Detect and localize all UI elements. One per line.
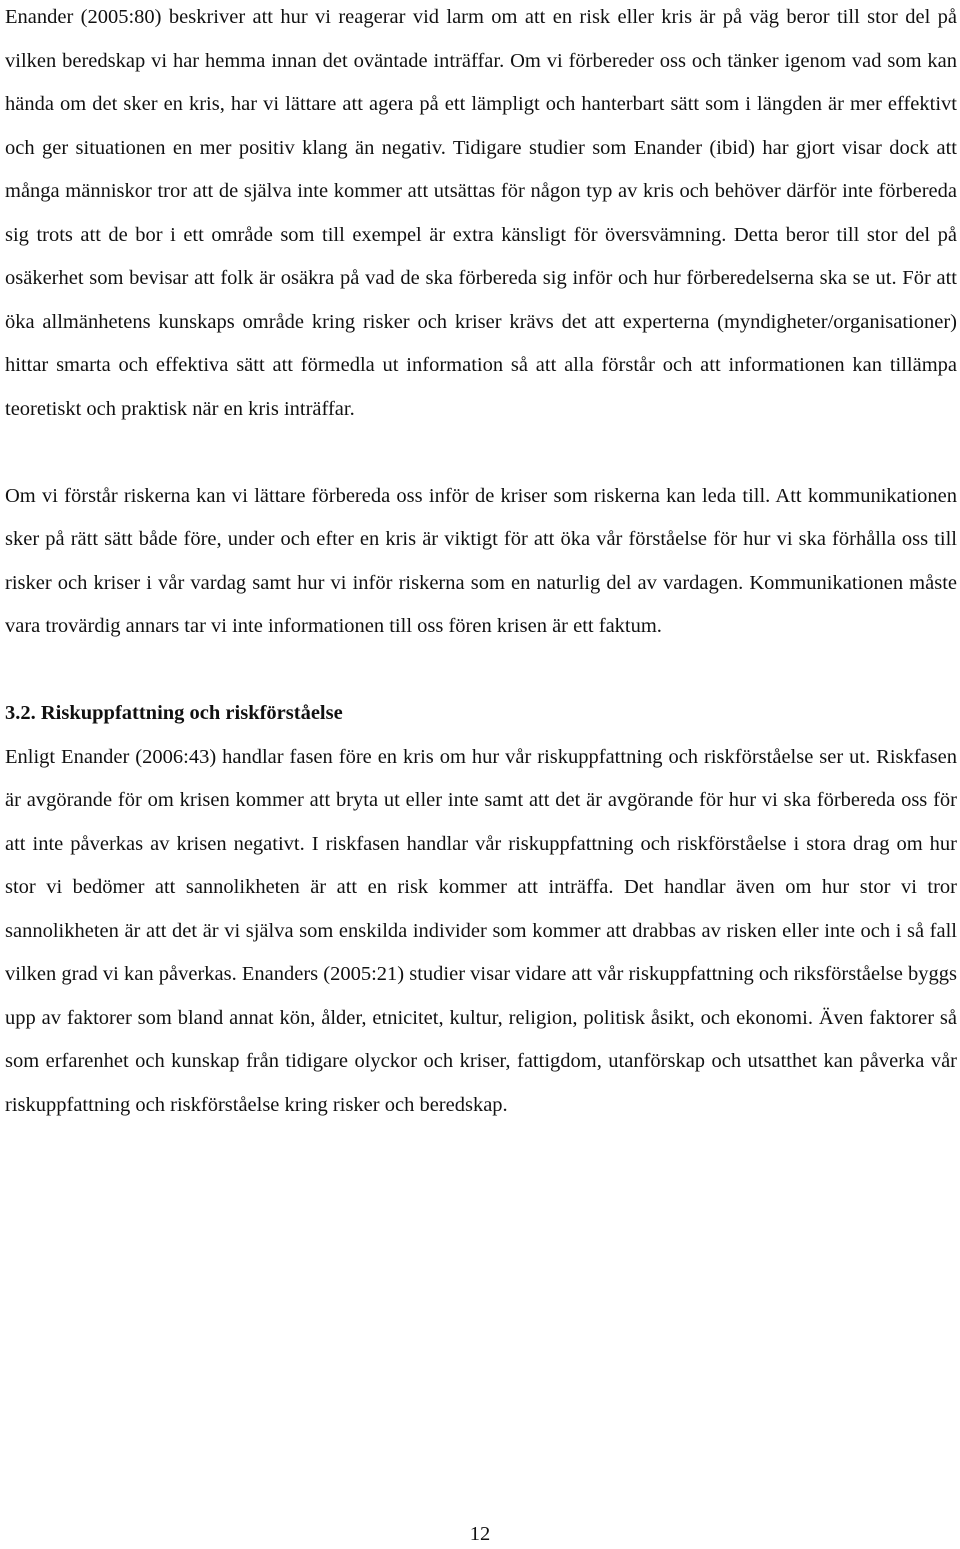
page-number: 12 [469, 1523, 491, 1545]
paragraph-spacer [5, 431, 957, 475]
paragraph-riskerna: Om vi förstår riskerna kan vi lättare förbereda oss inför de kriser som riskerna kan leda till. Att kommunikationen sker på rätt sätt både före, under och efter en kris är viktigt för att öka vår förståelse för hur vi ska förhålla oss till risker och kriser i vår vardag samt hur vi inför riskerna som en naturlig del av vardagen. Kommunikationen måste vara trovärdig annars tar vi inte informationen till oss fören krisen är ett faktum. [5, 484, 957, 637]
section-body-paragraph: Enligt Enander (2006:43) handlar fasen före en kris om hur vår riskuppfattning och riskförståelse ser ut. Riskfasen är avgörande för om krisen kommer att bryta ut eller inte samt att det är avgörande för hur vi ska förbereda oss för att inte påverkas av krisen negativt. I riskfasen handlar vår riskuppfattning och riskförståelse i stora drag om hur stor vi bedömer att sannolikheten är att en risk kommer att inträffa. Det handlar även om hur stor vi tror sannolikheten är att det är vi själva som enskilda individer som kommer att drabbas av risken eller inte och i så fall vilken grad vi kan påverkas. Enanders (2005:21) studier visar vidare att vår riskuppfattning och riksförståelse byggs upp av faktorer som bland annat kön, ålder, etnicitet, kultur, religion, politisk åsikt, och ekonomi. Även faktorer så som erfarenhet och kunskap från tidigare olyckor och kriser, fattigdom, utanförskap och utsatthet kan påverka vår riskuppfattning och riskförståelse kring risker och beredskap. [5, 745, 957, 1116]
section-heading: 3.2. Riskuppfattning och riskförståelse [5, 702, 343, 724]
section-spacer [5, 649, 957, 693]
page-content [5, 0, 957, 1127]
paragraph-beredskap: Enander (2005:80) beskriver att hur vi reagerar vid larm om att en risk eller kris är på väg beror till stor del på vilken beredskap vi har hemma innan det oväntade inträffar. Om vi förbereder oss och tänker igenom vad som kan hända om det sker en kris, har vi lättare att agera på ett lämpligt och hanterbart sätt som i längden är mer effektivt och ger situationen en mer positiv klang än negativ. Tidigare studier som Enander (ibid) har gjort visar dock att många människor tror att de själva inte kommer att utsättas för någon typ av kris och behöver därför inte förbereda sig trots att de bor i ett område som till exempel är extra känsligt för översvämning. Detta beror till stor del på osäkerhet som bevisar att folk är osäkra på vad de ska förbereda sig inför och hur förberedelserna ska se ut. För att öka allmänhetens kunskaps område kring risker och kriser krävs det att experterna (myndigheter/organisationer) hittar smarta och effektiva sätt att förmedla ut information så att alla förstår och att informationen kan tillämpa teoretiskt och praktisk när en kris inträffar. [5, 6, 957, 420]
